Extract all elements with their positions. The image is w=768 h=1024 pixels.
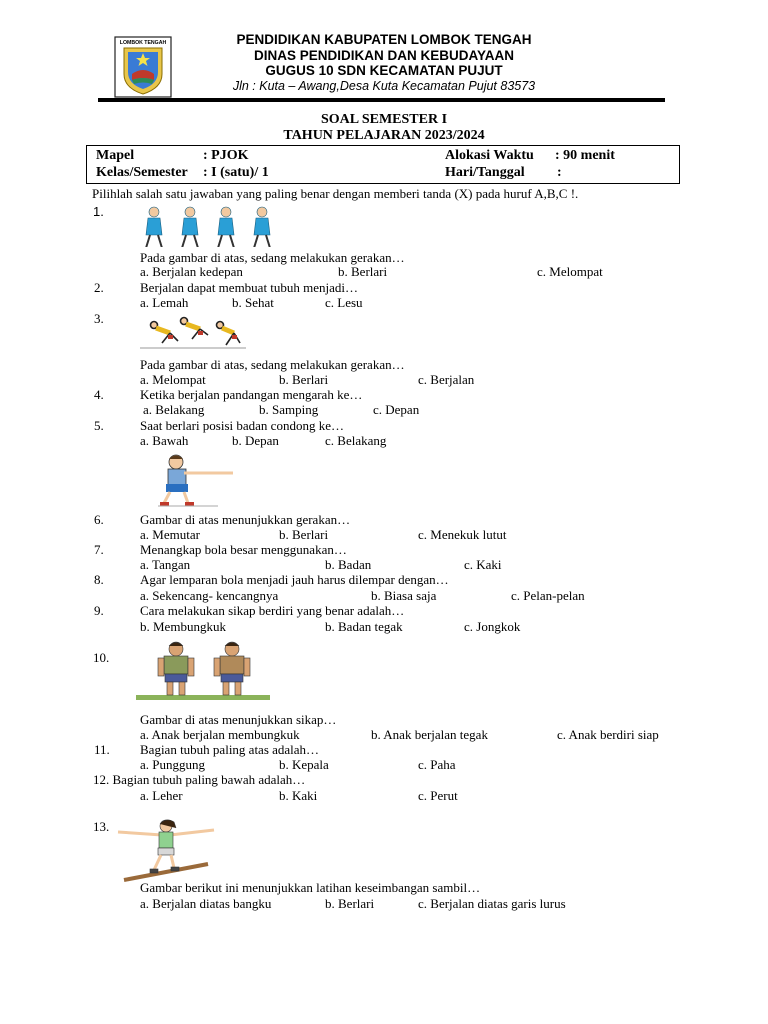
header-line-1: PENDIDIKAN KABUPATEN LOMBOK TENGAH xyxy=(236,32,532,47)
waktu-value: : 90 menit xyxy=(555,148,615,163)
q12-option-c: c. Perut xyxy=(418,788,458,803)
q3-option-a: a. Melompat xyxy=(140,372,206,387)
q9-text: Cara melakukan sikap berdiri yang benar adalah… xyxy=(140,603,405,618)
q5-text: Saat berlari posisi badan condong ke… xyxy=(140,418,344,433)
q7-option-a: a. Tangan xyxy=(140,557,191,572)
header-line-3: GUGUS 10 SDN KECAMATAN PUJUT xyxy=(265,63,503,78)
q8-option-a: a. Sekencang- kencangnya xyxy=(140,588,279,603)
q6-number: 6. xyxy=(94,512,104,527)
exam-year: TAHUN PELAJARAN 2023/2024 xyxy=(283,128,485,143)
q10-number: 10. xyxy=(93,650,110,665)
info-box xyxy=(86,145,680,184)
q4-option-b: b. Samping xyxy=(259,402,319,417)
q4-number: 4. xyxy=(94,387,104,402)
q10-text: Gambar di atas menunjukkan sikap… xyxy=(140,712,337,727)
q7-option-b: b. Badan xyxy=(325,557,372,572)
q10-option-c: c. Anak berdiri siap xyxy=(557,727,659,742)
exam-title: SOAL SEMESTER I xyxy=(320,112,448,127)
q10-option-a: a. Anak berjalan membungkuk xyxy=(140,727,300,742)
waktu-label: Alokasi Waktu xyxy=(445,148,534,163)
q11-number: 11. xyxy=(94,742,110,757)
instruction-text: Pilihlah salah satu jawaban yang paling benar dengan memberi tanda (X) pada huruf A,B,C !. xyxy=(92,186,579,201)
mapel-value: : PJOK xyxy=(203,148,249,163)
hari-label: Hari/Tanggal xyxy=(445,165,525,180)
q12-option-b: b. Kaki xyxy=(279,788,318,803)
q5-option-a: a. Bawah xyxy=(140,433,189,448)
balance-beam-girl-image xyxy=(116,818,216,882)
kelas-label: Kelas/Semester xyxy=(96,165,188,180)
header-line-2: DINAS PENDIDIKAN DAN KEBUDAYAAN xyxy=(253,48,515,63)
kelas-value: : I (satu)/ 1 xyxy=(203,165,269,180)
q5-number: 5. xyxy=(94,418,104,433)
q3-text: Pada gambar di atas, sedang melakukan gerakan… xyxy=(140,357,405,372)
q2-option-c: c. Lesu xyxy=(325,295,363,310)
q5-option-c: c. Belakang xyxy=(325,433,387,448)
q9-number: 9. xyxy=(94,603,104,618)
q3-option-b: b. Berlari xyxy=(279,372,329,387)
q4-option-a: a. Belakang xyxy=(143,402,205,417)
q1-option-c: c. Melompat xyxy=(537,264,603,279)
q6-option-b: b. Berlari xyxy=(279,527,329,542)
q8-number: 8. xyxy=(94,572,104,587)
q6-option-c: c. Menekuk lutut xyxy=(418,527,507,542)
q13-number: 13. xyxy=(93,819,110,834)
q8-option-b: b. Biasa saja xyxy=(371,588,437,603)
q6-text: Gambar di atas menunjukkan gerakan… xyxy=(140,512,351,527)
q2-option-b: b. Sehat xyxy=(232,295,274,310)
q9-option-a: b. Membungkuk xyxy=(140,619,226,634)
q13-option-c: c. Berjalan diatas garis lurus xyxy=(418,896,566,911)
q7-number: 7. xyxy=(94,542,104,557)
q8-option-c: c. Pelan-pelan xyxy=(511,588,585,603)
q13-text: Gambar berikut ini menunjukkan latihan keseimbangan sambil… xyxy=(140,880,481,895)
q4-option-c: c. Depan xyxy=(373,402,420,417)
mapel-label: Mapel xyxy=(96,148,135,163)
running-children-image xyxy=(140,313,246,351)
q7-option-c: c. Kaki xyxy=(464,557,502,572)
q13-option-b: b. Berlari xyxy=(325,896,375,911)
q6-option-a: a. Memutar xyxy=(140,527,200,542)
walking-children-image xyxy=(134,205,284,251)
q12-text: 12. Bagian tubuh paling bawah adalah… xyxy=(93,772,306,787)
q1-number: 1. xyxy=(93,204,104,219)
standing-boys-image xyxy=(136,640,270,702)
q7-text: Menangkap bola besar menggunakan… xyxy=(140,542,347,557)
q2-number: 2. xyxy=(94,280,104,295)
q11-option-b: b. Kepala xyxy=(279,757,329,772)
lombok-tengah-logo xyxy=(114,36,172,98)
header-address: Jln : Kuta – Awang,Desa Kuta Kecamatan Pujut 83573 xyxy=(232,79,536,93)
q3-number: 3. xyxy=(94,311,104,326)
header-divider xyxy=(98,98,665,102)
hari-value: : xyxy=(557,165,562,180)
squatting-child-image xyxy=(158,453,238,507)
q11-option-a: a. Punggung xyxy=(140,757,205,772)
q11-option-c: c. Paha xyxy=(418,757,456,772)
q11-text: Bagian tubuh paling atas adalah… xyxy=(140,742,320,757)
q5-option-b: b. Depan xyxy=(232,433,279,448)
q10-option-b: b. Anak berjalan tegak xyxy=(371,727,488,742)
svg-text:LOMBOK TENGAH: LOMBOK TENGAH xyxy=(119,40,167,46)
q1-text: Pada gambar di atas, sedang melakukan gerakan… xyxy=(140,250,405,265)
q4-text: Ketika berjalan pandangan mengarah ke… xyxy=(140,387,363,402)
q13-option-a: a. Berjalan diatas bangku xyxy=(140,896,272,911)
q3-option-c: c. Berjalan xyxy=(418,372,475,387)
q9-option-b: b. Badan tegak xyxy=(325,619,403,634)
q2-text: Berjalan dapat membuat tubuh menjadi… xyxy=(140,280,359,295)
q1-option-b: b. Berlari xyxy=(338,264,388,279)
q9-option-c: c. Jongkok xyxy=(464,619,521,634)
q2-option-a: a. Lemah xyxy=(140,295,189,310)
q8-text: Agar lemparan bola menjadi jauh harus dilempar dengan… xyxy=(140,572,449,587)
q1-option-a: a. Berjalan kedepan xyxy=(140,264,243,279)
q12-option-a: a. Leher xyxy=(140,788,183,803)
